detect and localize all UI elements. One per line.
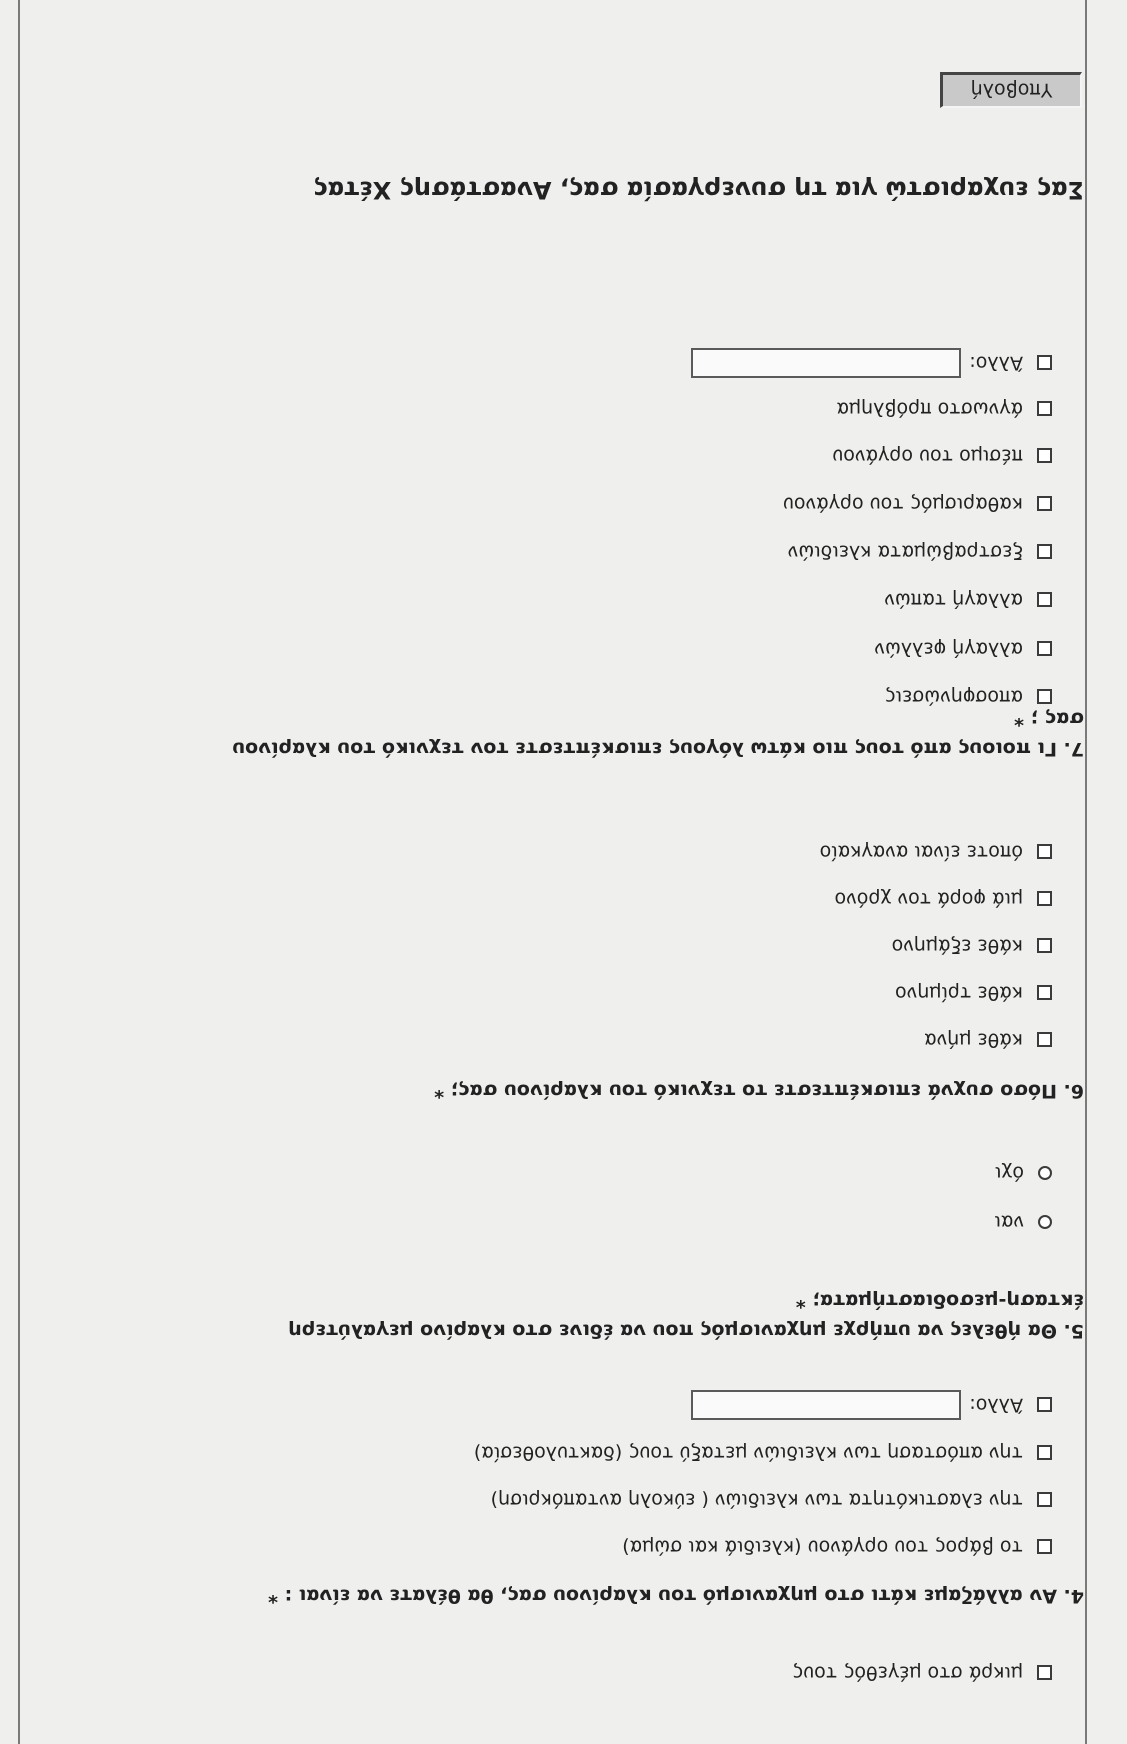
previous-question-option[interactable] [792, 1662, 1052, 1684]
option-label: ναι [994, 1211, 1024, 1233]
q7-option-1[interactable] [884, 686, 1052, 708]
checkbox[interactable] [1037, 497, 1052, 512]
checkbox[interactable] [1037, 1033, 1052, 1048]
q7-option-7[interactable] [836, 398, 1052, 420]
other-label: Άλλο: [969, 1394, 1023, 1416]
q7-option-4[interactable] [788, 541, 1052, 563]
option-label: πέσιμο του οργάνου [832, 445, 1023, 467]
q6-option-1[interactable] [924, 1029, 1052, 1051]
checkbox[interactable] [1037, 845, 1052, 860]
checkbox[interactable] [1037, 892, 1052, 907]
checkbox[interactable] [1037, 449, 1052, 464]
other-text-input[interactable] [691, 1390, 961, 1420]
q7-option-6[interactable] [832, 445, 1052, 467]
checkbox[interactable] [1037, 356, 1052, 371]
q4-option-3[interactable] [474, 1442, 1052, 1464]
option-label: όχι [994, 1162, 1024, 1184]
option-label: ξεστραβώματα κλειδιών [787, 541, 1023, 563]
checkbox[interactable] [1037, 690, 1052, 705]
left-margin-line [1085, 0, 1087, 1744]
checkbox[interactable] [1037, 1398, 1052, 1413]
checkbox[interactable] [1037, 1493, 1052, 1508]
option-label: μικρά στο μέγεθός τους [791, 1662, 1023, 1684]
right-margin-line [18, 0, 20, 1744]
submit-button[interactable]: Υποβολή [940, 72, 1082, 108]
checkbox[interactable] [1037, 1540, 1052, 1555]
checkbox[interactable] [1037, 402, 1052, 417]
q6-option-2[interactable] [895, 982, 1052, 1004]
q6-option-4[interactable] [835, 888, 1052, 910]
q5-option-yes[interactable] [994, 1211, 1052, 1233]
q7-option-3[interactable] [884, 589, 1052, 611]
q4-option-other[interactable] [691, 1390, 1052, 1420]
checkbox[interactable] [1037, 1446, 1052, 1461]
option-label: αλλαγή φελλών [874, 638, 1023, 660]
q4-option-2[interactable] [491, 1489, 1052, 1511]
q5-option-no[interactable] [995, 1162, 1052, 1184]
q7-option-5[interactable] [783, 493, 1052, 515]
option-label: την απόσταση των κλειδιών μεταξύ τους (δακτυλοθεσία) [473, 1442, 1023, 1464]
option-label: άγνωστο πρόβλημα [836, 398, 1023, 420]
q7-option-2[interactable] [874, 638, 1052, 660]
checkbox[interactable] [1037, 1666, 1052, 1681]
checkbox[interactable] [1037, 642, 1052, 657]
question-7-title: 7. Γι ποιους από τους πιο κάτω λόγους επισκέπτεστε τον τεχνικό του κλαρίνου σας ; * [232, 708, 1084, 760]
option-label: μιά φορά τον χρόνο [834, 888, 1023, 910]
checkbox[interactable] [1037, 986, 1052, 1001]
option-label: κάθε εξάμηνο [891, 935, 1023, 957]
radio-button[interactable] [1038, 1166, 1052, 1180]
q6-option-5[interactable] [820, 841, 1052, 863]
question-4-title: 4. Αν αλλάζαμε κάτι στο μηχανισμό του κλαρίνου σας, θα θέλατε να είναι : * [268, 1585, 1084, 1607]
thank-you-message: Σας ευχαριστώ για τη συνεργασία σας, Αναστάσης Χέτας [313, 176, 1084, 204]
option-label: την ελαστικότητα των κλειδιών ( εύκολη ανταπόκριση) [490, 1489, 1023, 1511]
option-label: αποσφηνώσεις [884, 686, 1023, 708]
other-label: Άλλο: [969, 352, 1023, 374]
checkbox[interactable] [1037, 593, 1052, 608]
q7-option-other[interactable] [691, 348, 1052, 378]
q4-option-1[interactable] [622, 1536, 1052, 1558]
option-label: όποτε είναι αναγκαίο [819, 841, 1023, 863]
option-label: αλλαγή ταπών [884, 589, 1023, 611]
option-label: το βάρος του οργάνου (κλειδιά και σώμα) [622, 1536, 1023, 1558]
question-6-title: 6. Πόσο συχνά επισκέπτεστε το τεχνικό του κλαρίνου σας; * [434, 1080, 1084, 1102]
option-label: καθαρισμός του οργάνου [782, 493, 1023, 515]
option-label: κάθε μήνα [924, 1029, 1023, 1051]
other-text-input[interactable] [691, 348, 961, 378]
q6-option-3[interactable] [892, 935, 1052, 957]
checkbox[interactable] [1037, 545, 1052, 560]
option-label: κάθε τρίμηνο [895, 982, 1023, 1004]
checkbox[interactable] [1037, 939, 1052, 954]
radio-button[interactable] [1038, 1215, 1052, 1229]
question-5-title: 5. Θα ήθελες να υπήρχε μηχανισμός που να έδινε στο κλαρίνο μεγαλύτερη έκταση-μεσοδιαστήματα; * [288, 1290, 1084, 1342]
